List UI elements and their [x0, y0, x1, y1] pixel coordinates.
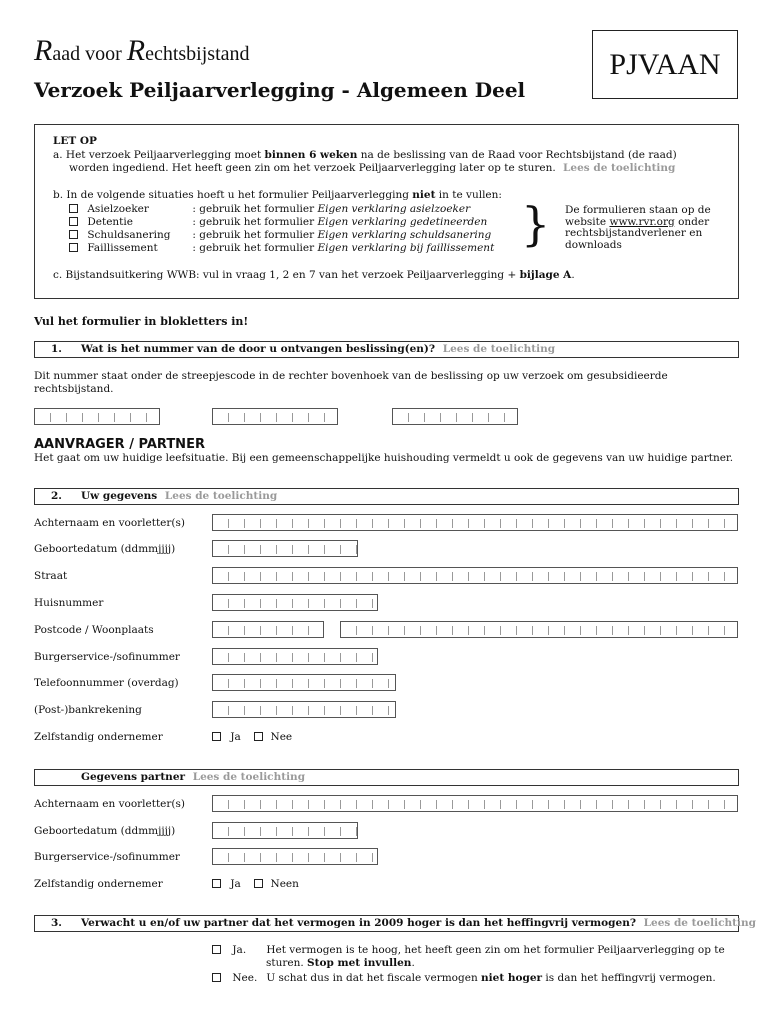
- q3-no-text: U schat dus in dat het fiscale vermogen: [266, 972, 482, 984]
- org-initial-r: R: [34, 34, 53, 67]
- notice-item-a: [53, 149, 677, 161]
- notice-c-text: c. Bijstandsuitkering WWB: vul in vraag 1, 2 en 7 van het verzoek Peiljaarverlegging +: [53, 269, 520, 281]
- field-label: (Post-)bankrekening: [34, 704, 142, 716]
- surname-initials-field[interactable]: [212, 514, 738, 531]
- q3-stop-text: Stop met invullen: [307, 957, 412, 969]
- option-label-no: Nee: [270, 731, 293, 743]
- situation-label: Faillissement: [87, 242, 158, 254]
- question-number: 1.: [51, 343, 62, 355]
- option-label-yes: Ja.: [232, 944, 247, 956]
- toelichting-link-q1[interactable]: Lees de toelichting: [442, 343, 556, 355]
- phone-field[interactable]: [212, 674, 396, 691]
- side-note-rest: onder rechtsbijstandverlener en downloads: [565, 215, 710, 251]
- notice-item-a-line2: [69, 162, 675, 174]
- notice-c-end: .: [571, 269, 575, 281]
- field-label: Zelfstandig ondernemer: [34, 878, 163, 890]
- field-label: Burgerservice-/sofinummer: [34, 851, 180, 863]
- organization-name: [34, 34, 250, 68]
- field-label: Geboortedatum (ddmmjjjj): [34, 825, 176, 837]
- situation-label: Detentie: [87, 216, 133, 228]
- partner-bsn-field[interactable]: [212, 848, 378, 865]
- field-label: Burgerservice-/sofinummer: [34, 651, 180, 663]
- situation-row: [69, 229, 491, 241]
- option-label-no: Nee.: [232, 972, 258, 984]
- q3-yes-end: .: [411, 957, 415, 969]
- bsn-field[interactable]: [212, 648, 378, 665]
- notice-a-line2: worden ingediend. Het heeft geen zin om het verzoek Peiljaarverlegging later op te sturen.: [69, 162, 556, 174]
- situation-checkbox-icon: [69, 204, 78, 213]
- partner-self-employed-no-checkbox[interactable]: [254, 879, 263, 888]
- q3-option-no: [212, 972, 716, 984]
- situation-form-name: Eigen verklaring gedetineerden: [317, 216, 488, 228]
- self-employed-no-checkbox[interactable]: [254, 732, 263, 741]
- situation-label: Asielzoeker: [87, 203, 149, 215]
- situation-checkbox-icon: [69, 230, 78, 239]
- field-label: Achternaam en voorletter(s): [34, 517, 185, 529]
- postcode-field[interactable]: [212, 621, 324, 638]
- situation-checkbox-icon: [69, 217, 78, 226]
- notice-item-b: [53, 189, 502, 201]
- question-2-bar: [34, 488, 739, 505]
- self-employed-options: [212, 731, 292, 743]
- q3-no-rest: is dan het heffingvrij vermogen.: [542, 972, 716, 984]
- situation-row: [69, 216, 487, 228]
- toelichting-link-q2[interactable]: Lees de toelichting: [164, 490, 278, 502]
- partner-self-employed-yes-checkbox[interactable]: [212, 879, 221, 888]
- question-text: Uw gegevens: [81, 490, 158, 502]
- q3-yes-text: Het vermogen is te hoog, het heeft geen zin om het formulier Peiljaarverlegging op te: [266, 944, 725, 956]
- question-text: Wat is het nummer van de door u ontvangen beslissing(en)?: [81, 343, 436, 355]
- field-label: Achternaam en voorletter(s): [34, 798, 185, 810]
- self-employed-yes-checkbox[interactable]: [212, 732, 221, 741]
- field-label: Straat: [34, 570, 68, 582]
- notice-c-bold: bijlage A: [519, 269, 572, 281]
- decision-number-field-3[interactable]: [392, 408, 518, 425]
- partner-birthdate-field[interactable]: [212, 822, 358, 839]
- question-number: 2.: [51, 490, 62, 502]
- toelichting-link-notice[interactable]: Lees de toelichting: [563, 162, 676, 174]
- toelichting-link-partner[interactable]: Lees de toelichting: [192, 771, 306, 783]
- section-description: Het gaat om uw huidige leefsituatie. Bij een gemeenschappelijke huishouding vermeldt u ook de gegevens van uw huidige partner.: [34, 452, 734, 464]
- page-title: Verzoek Peiljaarverlegging - Algemeen Deel: [34, 78, 526, 102]
- field-label: Zelfstandig ondernemer: [34, 731, 163, 743]
- decision-number-field-1[interactable]: [34, 408, 160, 425]
- option-label-yes: Ja: [230, 878, 241, 890]
- forms-download-note: [565, 205, 735, 251]
- q3-no-checkbox[interactable]: [212, 973, 221, 982]
- side-note-text: De formulieren staan op de website: [565, 204, 711, 228]
- notice-b-rest: in te vullen:: [435, 189, 502, 201]
- situation-text: : gebruik het formulier: [192, 203, 318, 215]
- notice-item-c: [53, 269, 575, 281]
- notice-heading: LET OP: [53, 135, 97, 147]
- partner-self-employed-options: [212, 878, 299, 890]
- org-word-rechtsbijstand: echtsbijstand: [145, 43, 250, 65]
- field-label: Huisnummer: [34, 597, 104, 609]
- field-label: Geboortedatum (ddmmjjjj): [34, 543, 176, 555]
- q1-description: Dit nummer staat onder de streepjescode in de rechter bovenhoek van de beslissing op uw verzoek om gesubsidieerde: [34, 370, 668, 382]
- notice-b-bold: niet: [412, 189, 436, 201]
- situation-text: : gebruik het formulier: [192, 216, 318, 228]
- notice-b-text: b. In de volgende situaties hoeft u het formulier Peiljaarverlegging: [53, 189, 413, 201]
- q3-option-yes: [212, 944, 725, 956]
- org-initial-r2: R: [126, 34, 146, 67]
- question-1-bar: [34, 341, 739, 358]
- q3-yes-text-2: sturen.: [266, 957, 308, 969]
- partner-bar: [34, 769, 739, 786]
- option-label-yes: Ja: [230, 731, 241, 743]
- situation-form-name: Eigen verklaring asielzoeker: [317, 203, 471, 215]
- form-code-box: PJVAAN: [592, 30, 738, 99]
- decision-number-field-2[interactable]: [212, 408, 338, 425]
- blokletters-instruction: Vul het formulier in blokletters in!: [34, 315, 249, 328]
- situation-text: : gebruik het formulier: [192, 242, 318, 254]
- situation-checkbox-icon: [69, 243, 78, 252]
- curly-brace-icon: }: [521, 197, 551, 251]
- situation-form-name: Eigen verklaring bij faillissement: [317, 242, 495, 254]
- birthdate-field[interactable]: [212, 540, 358, 557]
- situation-row: [69, 242, 494, 254]
- q3-yes-checkbox[interactable]: [212, 945, 221, 954]
- field-label: Postcode / Woonplaats: [34, 624, 154, 636]
- city-field[interactable]: [340, 621, 738, 638]
- notice-a-text: a. Het verzoek Peiljaarverlegging moet: [53, 149, 265, 161]
- org-word-raad: aad voor: [52, 43, 127, 65]
- partner-heading: Gegevens partner: [81, 771, 186, 783]
- section-title: AANVRAGER / PARTNER: [34, 437, 205, 452]
- q3-no-bold: niet hoger: [481, 972, 543, 984]
- field-label: Telefoonnummer (overdag): [34, 677, 179, 689]
- partner-surname-field[interactable]: [212, 795, 738, 812]
- question-number: 3.: [51, 917, 62, 929]
- toelichting-link-q3[interactable]: Lees de toelichting: [643, 917, 756, 929]
- situation-label: Schuldsanering: [87, 229, 171, 241]
- q1-description-line2: rechtsbijstand.: [34, 383, 114, 395]
- street-field[interactable]: [212, 567, 738, 584]
- bank-account-field[interactable]: [212, 701, 396, 718]
- situation-row: [69, 203, 470, 215]
- situation-form-name: Eigen verklaring schuldsanering: [317, 229, 492, 241]
- notice-box: [34, 124, 739, 299]
- question-text: Verwacht u en/of uw partner dat het vermogen in 2009 hoger is dan het heffingvrij vermogen?: [81, 917, 636, 929]
- house-number-field[interactable]: [212, 594, 378, 611]
- question-3-bar: [34, 915, 756, 932]
- option-label-no: Neen: [270, 878, 299, 890]
- q3-option-yes-line2: [266, 957, 415, 969]
- notice-a-rest: na de beslissing van de Raad voor Rechtsbijstand (de raad): [357, 149, 677, 161]
- notice-a-bold: binnen 6 weken: [264, 149, 358, 161]
- website-link[interactable]: www.rvr.org: [609, 215, 675, 228]
- situation-text: : gebruik het formulier: [192, 229, 318, 241]
